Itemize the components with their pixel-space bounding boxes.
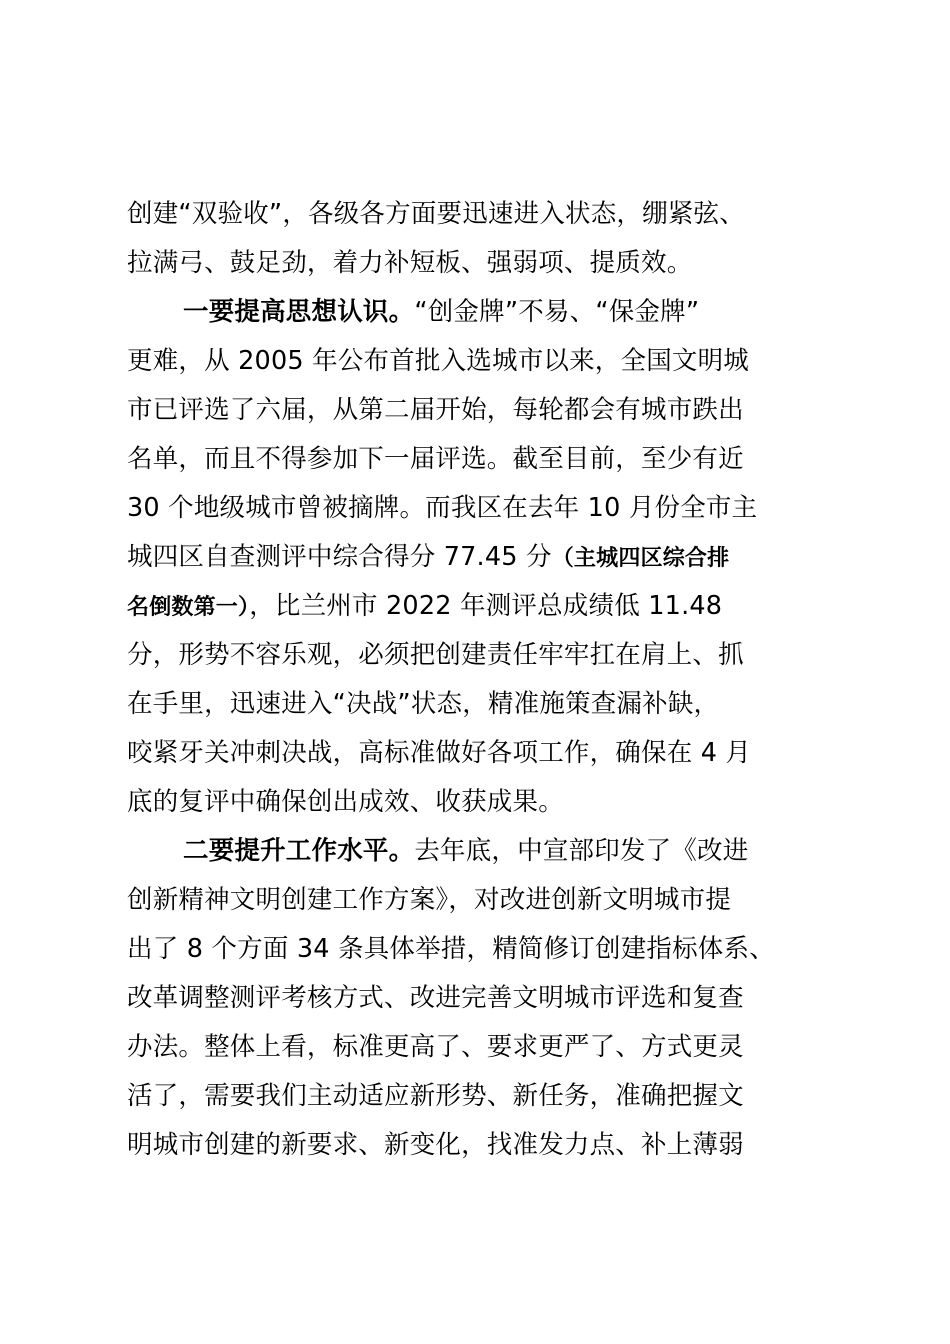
- text-line: 明城市创建的新要求、新变化，找准发力点、补上薄弱: [127, 1130, 744, 1160]
- text-span: “创金牌”不易、“保金牌”: [414, 297, 700, 327]
- text-line: 改革调整测评考核方式、改进完善文明城市评选和复查: [127, 983, 744, 1013]
- text-line: 活了，需要我们主动适应新形势、新任务，准确把握文: [127, 1081, 744, 1111]
- text-line: 30 个地级城市曾被摘牌。而我区在去年 10 月份全市主: [127, 493, 758, 523]
- text-line: [127, 827, 827, 876]
- paragraph-2: [127, 288, 827, 827]
- text-line: 咬紧牙关冲刺决战，高标准做好各项工作，确保在 4 月: [127, 738, 752, 768]
- text-line: 办法。整体上看，标准更高了、要求更严了、方式更灵: [127, 1032, 744, 1062]
- section-heading: 一要提高思想认识。: [183, 297, 415, 327]
- text-line: 拉满弓、鼓足劲，着力补短板、强弱项、提质效。: [127, 248, 693, 278]
- text-span: ，比兰州市 2022 年测评总成绩低 11.48: [249, 591, 723, 621]
- section-heading: 二要提升工作水平。: [183, 836, 415, 866]
- paragraph-3: [127, 827, 827, 1170]
- paragraph-1: [127, 190, 827, 288]
- text-line: 底的复评中确保创出成效、收获成果。: [127, 787, 564, 817]
- text-line: [127, 582, 827, 631]
- text-line: 分，形势不容乐观，必须把创建责任牢牢扛在肩上、抓: [127, 640, 744, 670]
- text-line: 出了 8 个方面 34 条具体举措，精简修订创建指标体系、: [127, 934, 775, 964]
- bold-note: 名倒数第一）: [127, 595, 250, 620]
- text-line: [127, 533, 827, 582]
- document-body: [127, 190, 827, 1170]
- text-line: 创建“双验收”，各级各方面要迅速进入状态，绷紧弦、: [127, 199, 745, 229]
- text-span: 城四区自查测评中综合得分 77.45 分: [127, 542, 552, 572]
- text-line: 市已评选了六届，从第二届开始，每轮都会有城市跌出: [127, 395, 744, 425]
- text-line: [127, 288, 827, 337]
- text-line: 名单，而且不得参加下一届评选。截至目前，至少有近: [127, 444, 744, 474]
- text-line: 在手里，迅速进入“决战”状态，精准施策查漏补缺，: [127, 689, 720, 719]
- text-span: 去年底，中宣部印发了《改进: [414, 836, 749, 866]
- bold-note: （主城四区综合排: [551, 546, 730, 571]
- text-line: 更难，从 2005 年公布首批入选城市以来，全国文明城: [127, 346, 750, 376]
- text-line: 创新精神文明创建工作方案》，对改进创新文明城市提: [127, 885, 732, 915]
